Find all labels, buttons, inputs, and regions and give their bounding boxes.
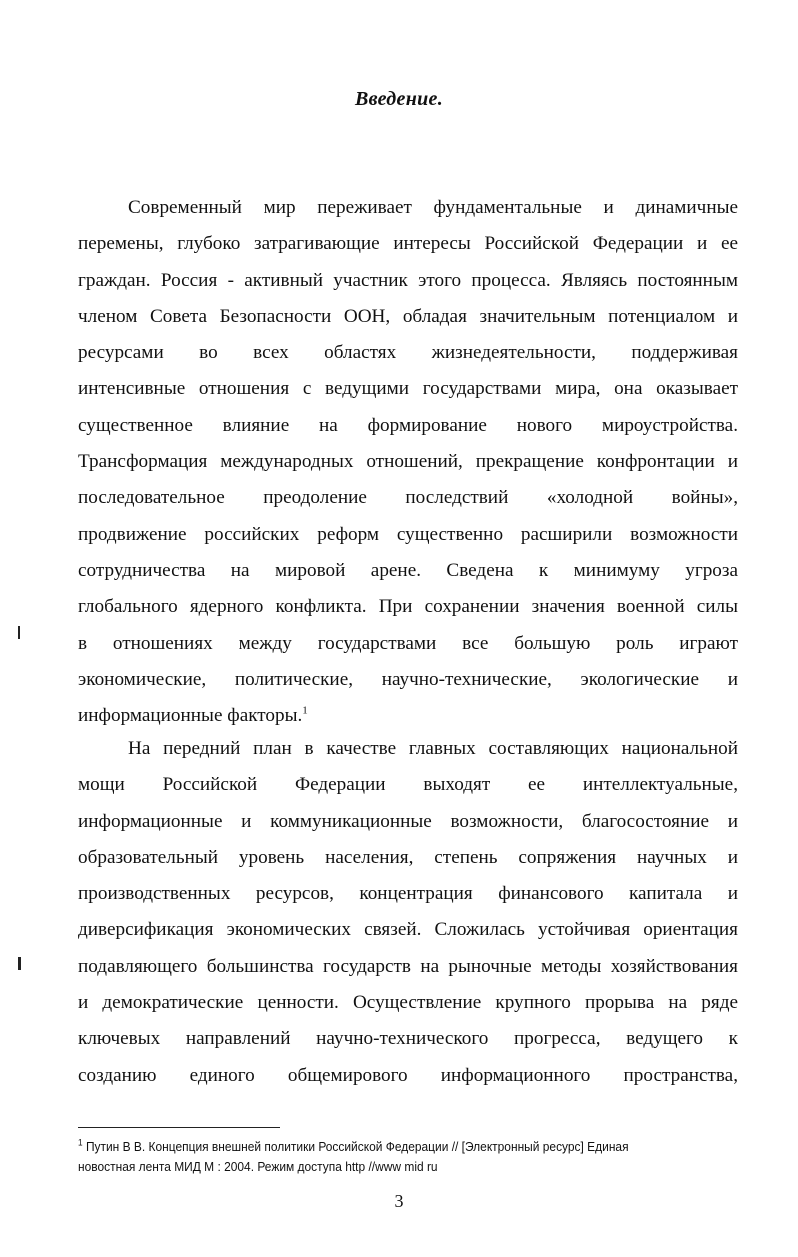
- text-line-last: [78, 698, 738, 734]
- text-line: граждан. Россия - активный участник этого процесса. Являясь постоянным: [78, 269, 738, 291]
- text-line: информационные и коммуникационные возможности, благосостояние и: [78, 810, 738, 832]
- text-line: и демократические ценности. Осуществление крупного прорыва на ряде: [78, 992, 738, 1014]
- text-line: ключевых направлений научно-технического прогресса, ведущего к: [78, 1028, 738, 1050]
- text-line: созданию единого общемирового информационного пространства,: [78, 1064, 738, 1086]
- text-line: перемены, глубоко затрагивающие интересы Российской Федерации и ее: [78, 233, 738, 255]
- paragraph-2: [78, 731, 738, 1094]
- text-line: членом Совета Безопасности ООН, обладая значительным потенциалом и: [78, 305, 738, 327]
- footnote-reference[interactable]: 1: [302, 704, 308, 717]
- text-line: экономические, политические, научно-технические, экологические и: [78, 668, 738, 690]
- text-line: производственных ресурсов, концентрация финансового капитала и: [78, 883, 738, 905]
- scan-margin-mark: [18, 957, 21, 970]
- page-number: 3: [394, 1191, 404, 1211]
- footnote-text-1: Путин В В. Концепция внешней политики Российской Федерации // [Электронный ресурс] Единая: [85, 1139, 629, 1154]
- footnote-separator: [78, 1127, 280, 1128]
- paragraph-1: [78, 190, 738, 734]
- footnote: [78, 1137, 667, 1177]
- text-line: Трансформация международных отношений, прекращение конфронтации и: [78, 451, 738, 473]
- footnote-number: 1: [78, 1137, 83, 1148]
- footnote-text-2: новостная лента МИД М : 2004. Режим доступа http //www mid ru: [78, 1159, 438, 1174]
- page-heading: Введение.: [354, 88, 443, 110]
- text-line: образовательный уровень населения, степень сопряжения научных и: [78, 846, 738, 868]
- scan-margin-mark: [18, 626, 20, 639]
- text-line: существенное влияние на формирование нового мироустройства.: [78, 414, 738, 436]
- text-line: продвижение российских реформ существенно расширили возможности: [78, 523, 738, 545]
- text-line: мощи Российской Федерации выходят ее интеллектуальные,: [78, 774, 738, 796]
- footnote-line-1: [78, 1137, 667, 1157]
- text-line: глобального ядерного конфликта. При сохранении значения военной силы: [78, 596, 738, 618]
- text-line: ресурсами во всех областях жизнедеятельности, поддерживая: [78, 342, 738, 364]
- text-line: информационные факторы.: [78, 705, 303, 727]
- text-line: интенсивные отношения с ведущими государствами мира, она оказывает: [78, 378, 738, 400]
- text-line: На передний план в качестве главных составляющих национальной: [128, 738, 738, 759]
- text-line: сотрудничества на мировой арене. Сведена к минимуму угроза: [78, 559, 738, 581]
- text-line: последовательное преодоление последствий «холодной войны»,: [78, 487, 738, 509]
- text-line: в отношениях между государствами все большую роль играют: [78, 632, 738, 654]
- text-line: Современный мир переживает фундаментальные и динамичные: [128, 197, 738, 218]
- text-line: подавляющего большинства государств на рыночные методы хозяйствования: [78, 955, 738, 977]
- text-line: диверсификация экономических связей. Сложилась устойчивая ориентация: [78, 919, 738, 941]
